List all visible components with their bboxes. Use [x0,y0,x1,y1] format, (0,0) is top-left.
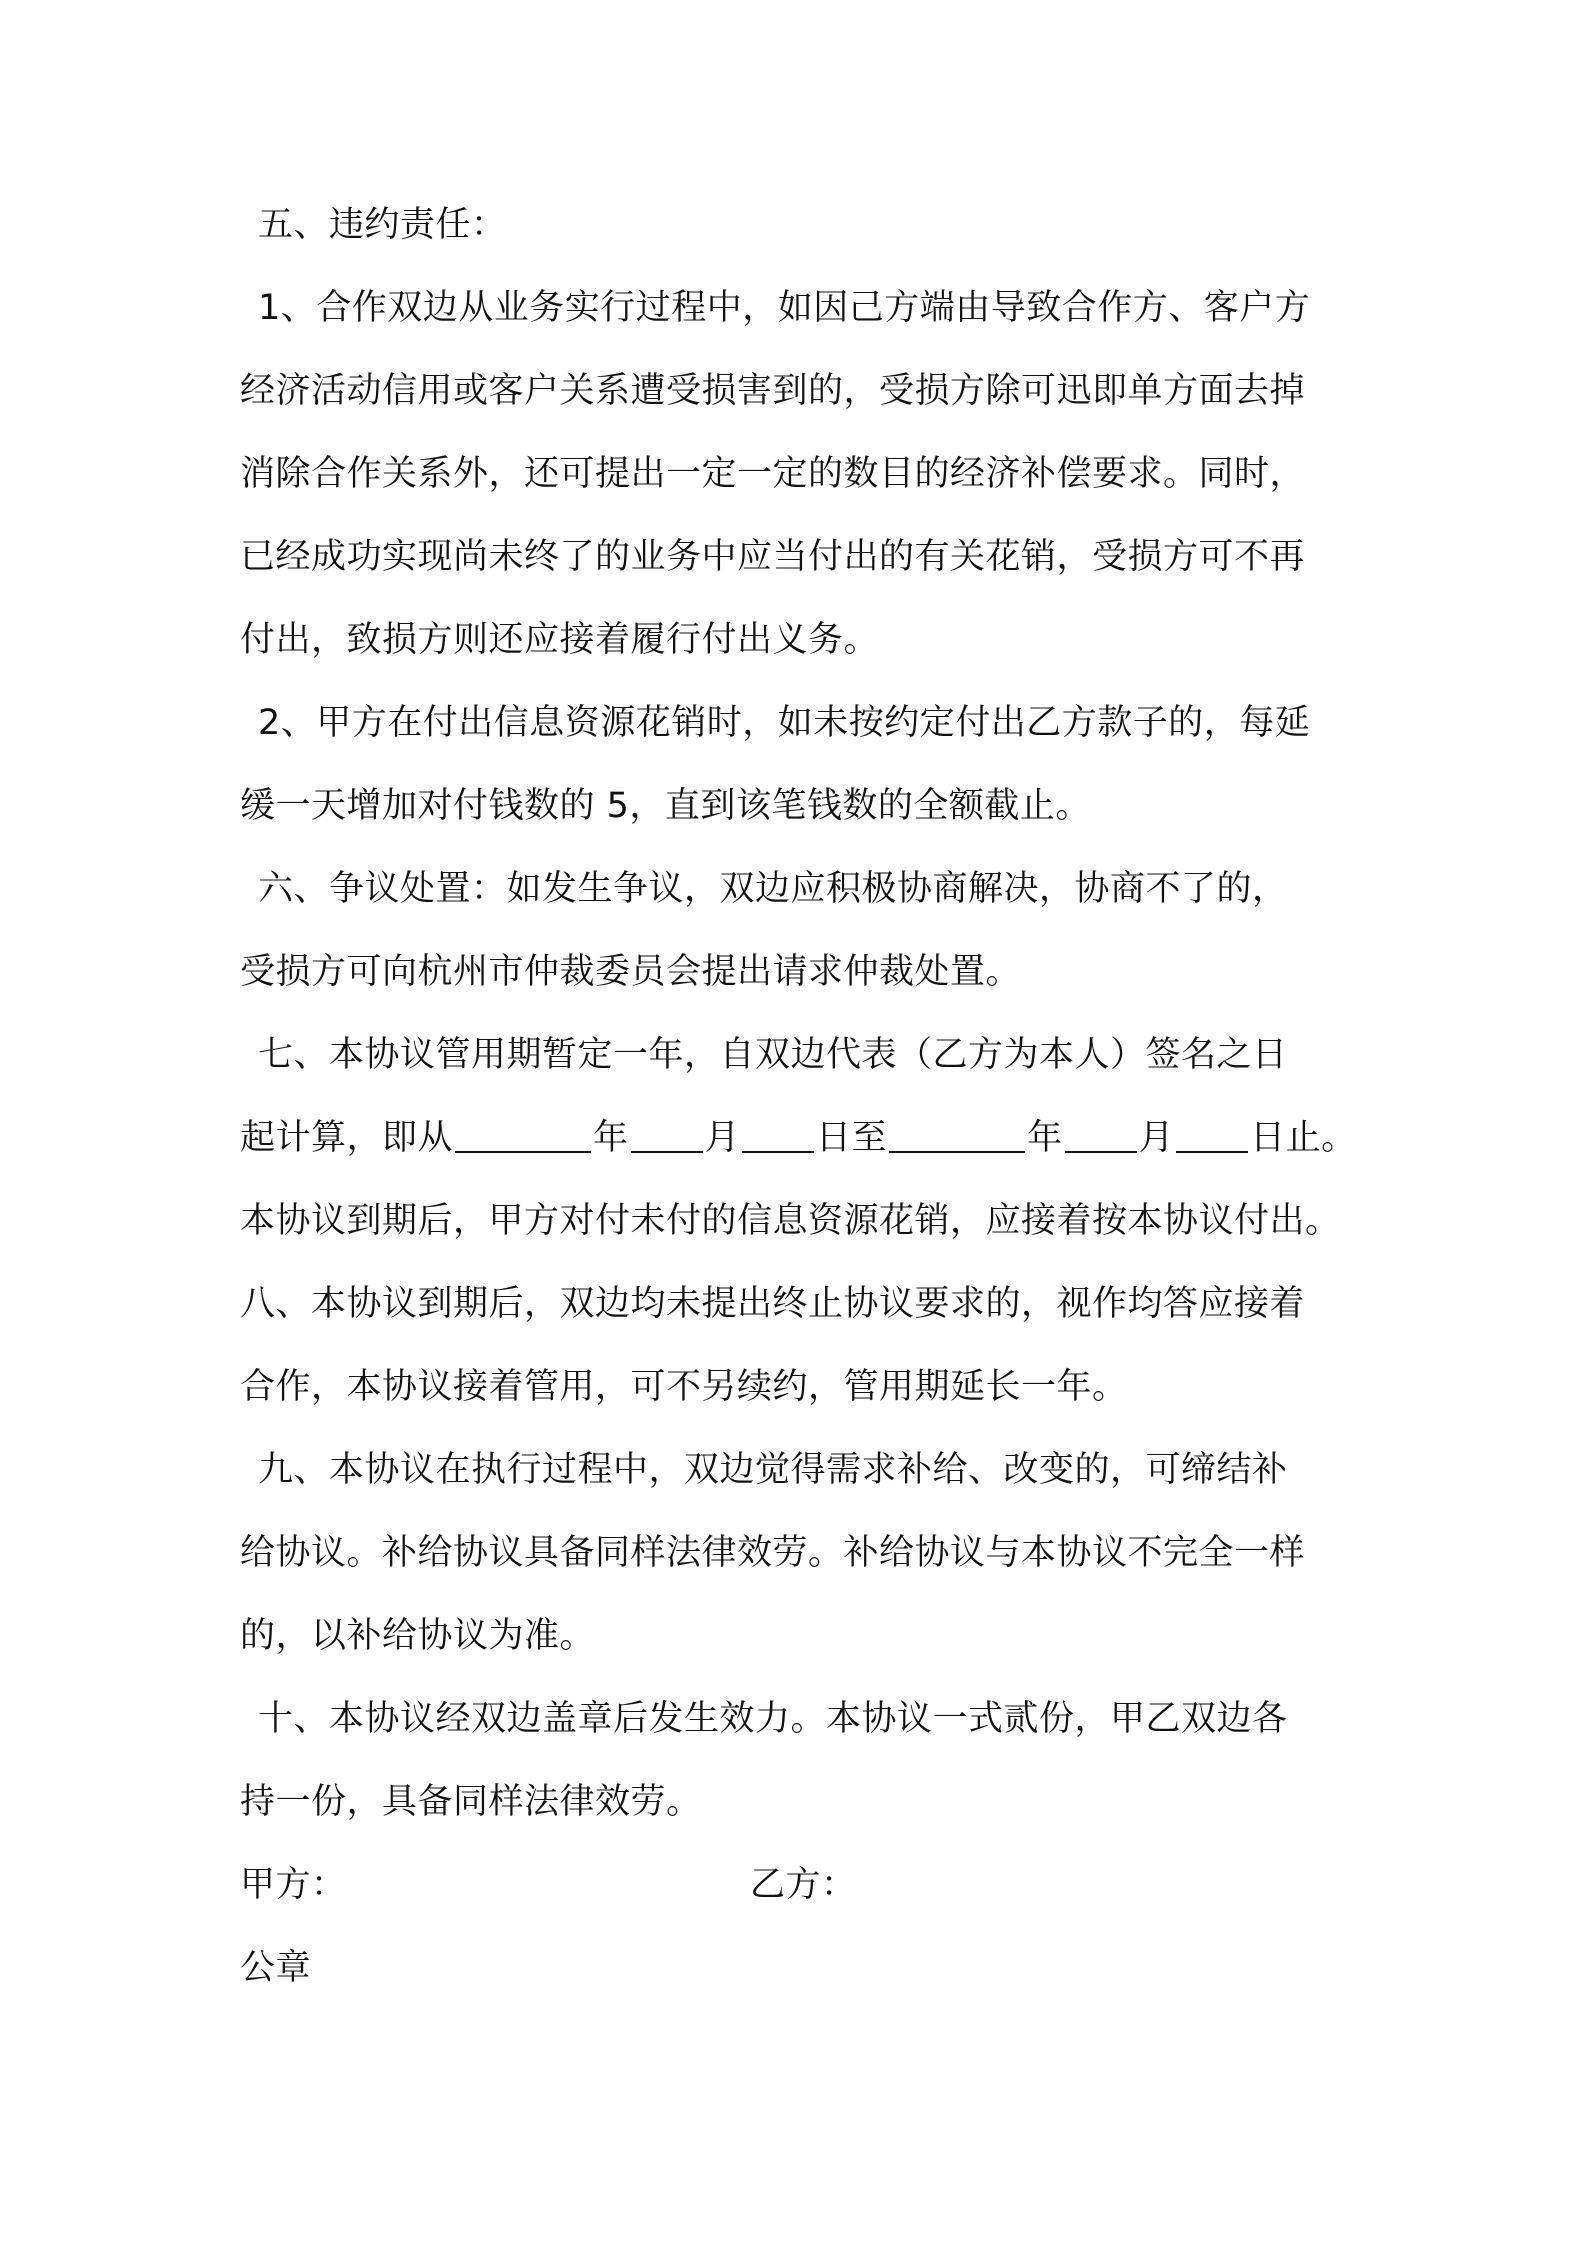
end-day-blank[interactable] [1176,1115,1248,1153]
section-5-title: 五、违约责任： [258,205,507,245]
start-day-blank[interactable] [742,1115,814,1153]
start-day-label: 日至 [816,1118,888,1158]
clause-line: 缓一天增加对付钱数的 5，直到该笔钱数的全额截止。 [240,786,1091,826]
end-month-blank[interactable] [1065,1115,1137,1153]
section-7 [240,1030,1370,1279]
seal-label: 公章 [240,1948,312,1988]
clause-line: 本协议到期后，甲方对付未付的信息资源花销，应接着按本协议付出。 [240,1201,1341,1241]
party-b-label: 乙方： [750,1865,857,1905]
section-8 [240,1279,1370,1445]
end-year-blank[interactable] [889,1115,1025,1153]
clause-line: 已经成功实现尚未终了的业务中应当付出的有关花销，受损方可不再 [240,537,1306,577]
clause-line: 1、合作双边从业务实行过程中，如因己方端由导致合作方、客户方 [258,288,1311,328]
clause-line: 付出，致损方则还应接着履行付出义务。 [240,620,880,660]
clause-line: 七、本协议管用期暂定一年，自双边代表（乙方为本人）签名之日 [258,1035,1288,1075]
start-month-blank[interactable] [631,1115,703,1153]
section-10 [240,1694,1370,1860]
section-6 [240,864,1370,1030]
clause-line: 的，以补给协议为准。 [240,1616,596,1656]
term-dates-line [240,1113,1370,1196]
clause-line: 持一份，具备同样法律效劳。 [240,1782,702,1822]
end-day-label: 日止。 [1250,1118,1357,1158]
section-9 [240,1445,1370,1694]
party-a-label: 甲方： [240,1865,347,1905]
start-year-label: 年 [593,1118,629,1158]
clause-line: 给协议。补给协议具备同样法律效劳。补给协议与本协议不完全一样 [240,1533,1306,1573]
end-month-label: 月 [1138,1118,1175,1158]
document-body [240,200,1370,2026]
clause-line: 经济活动信用或客户关系遭受损害到的，受损方除可迅即单方面去掉 [240,371,1306,411]
clause-line: 六、争议处置：如发生争议，双边应积极协商解决，协商不了的， [258,869,1288,909]
clause-5-2 [240,698,1370,864]
term-prefix: 起计算，即从 [240,1118,454,1158]
signature-row [240,1860,1370,1943]
seal-row [240,1943,1370,2026]
clause-5-1 [240,283,1370,698]
clause-line: 合作，本协议接着管用，可不另续约，管用期延长一年。 [240,1367,1128,1407]
start-year-blank[interactable] [455,1115,591,1153]
section-5 [240,200,1370,283]
clause-line: 八、本协议到期后，双边均未提出终止协议要求的，视作均答应接着 [240,1284,1306,1324]
clause-line: 九、本协议在执行过程中，双边觉得需求补给、改变的，可缔结补 [258,1450,1288,1490]
clause-line: 十、本协议经双边盖章后发生效力。本协议一式贰份，甲乙双边各 [258,1699,1288,1739]
clause-line: 消除合作关系外，还可提出一定一定的数目的经济补偿要求。同时， [240,454,1306,494]
start-month-label: 月 [704,1118,741,1158]
end-year-label: 年 [1027,1118,1063,1158]
clause-line: 2、甲方在付出信息资源花销时，如未按约定付出乙方款子的，每延 [258,703,1311,743]
clause-line: 受损方可向杭州市仲裁委员会提出请求仲裁处置。 [240,952,1022,992]
